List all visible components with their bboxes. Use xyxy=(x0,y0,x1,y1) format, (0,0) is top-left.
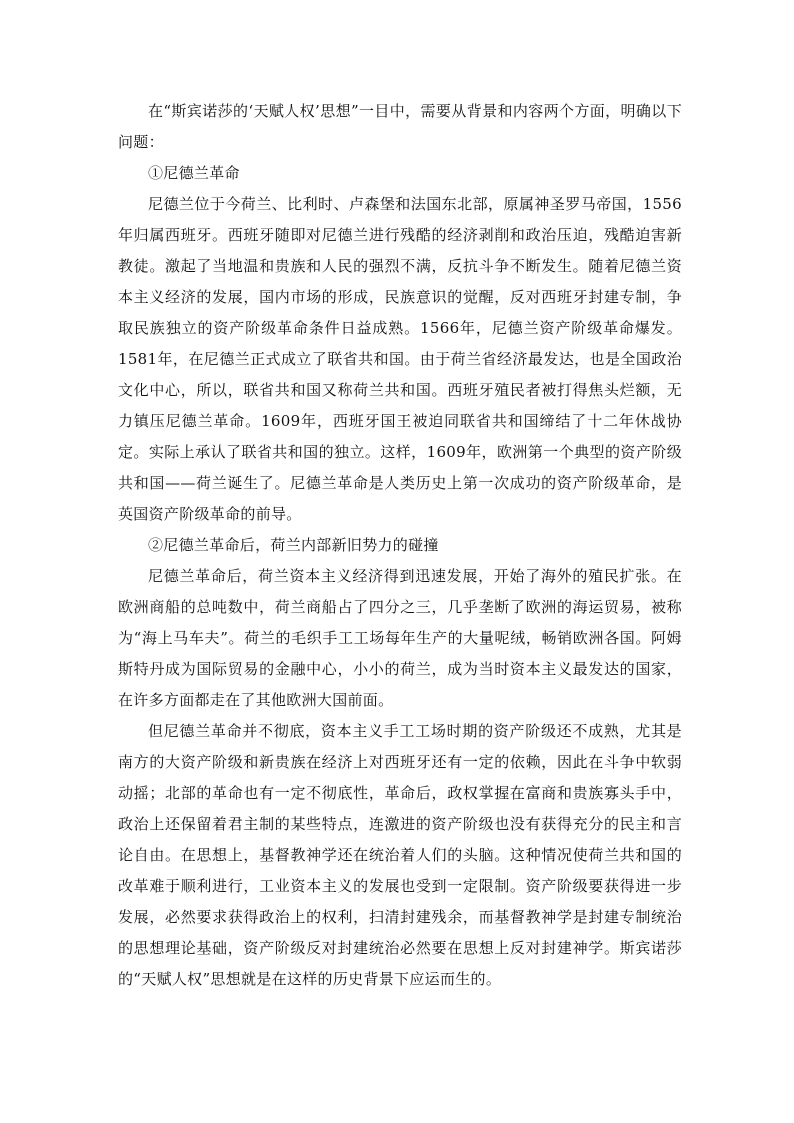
section-heading-old-new-forces: ②尼德兰革命后，荷兰内部新旧势力的碰撞 xyxy=(148,536,439,554)
document-page xyxy=(118,96,682,995)
dutch-economy-paragraph: 尼德兰革命后，荷兰资本主义经济得到迅速发展，开始了海外的殖民扩张。在欧洲商船的总吨数中，荷兰商船占了四分之三，几乎垄断了欧洲的海运贸易，被称为“海上马车夫”。荷兰的毛织手工工场每年生产的大量呢绒，畅销欧洲各国。阿姆斯特丹成为国际贸易的金融中心，小小的荷兰，成为当时资本主义最发达的国家，在许多方面都走在了其他欧洲大国前面。 xyxy=(118,567,682,709)
section-heading-netherlands-revolution: ①尼德兰革命 xyxy=(148,164,240,182)
incomplete-revolution-paragraph: 但尼德兰革命并不彻底，资本主义手工工场时期的资产阶级还不成熟，尤其是南方的大资产阶级和新贵族在经济上对西班牙还有一定的依赖，因此在斗争中软弱动摇；北部的革命也有一定不彻底性，革命后，政权掌握在富商和贵族寡头手中，政治上还保留着君主制的某些特点，连激进的资产阶级也没有获得充分的民主和言论自由。在思想上，基督教神学还在统治着人们的头脑。这种情况使荷兰共和国的改革难于顺利进行，工业资本主义的发展也受到一定限制。资产阶级要获得进一步发展，必然要求获得政治上的权利，扫清封建残余，而基督教神学是封建专制统治的思想理论基础，资产阶级反对封建统治必然要在思想上反对封建神学。斯宾诺莎的“天赋人权”思想就是在这样的历史背景下应运而生的。 xyxy=(118,722,682,988)
intro-paragraph: 在“斯宾诺莎的‘天赋人权’思想”一目中，需要从背景和内容两个方面，明确以下问题： xyxy=(118,102,682,151)
netherlands-revolution-paragraph: 尼德兰位于今荷兰、比利时、卢森堡和法国东北部，原属神圣罗马帝国，1556年归属西班牙。西班牙随即对尼德兰进行残酷的经济剥削和政治压迫，残酷迫害新教徒。激起了当地温和贵族和人民的强烈不满，反抗斗争不断发生。随着尼德兰资本主义经济的发展，国内市场的形成，民族意识的觉醒，反对西班牙封建专制，争取民族独立的资产阶级革命条件日益成熟。1566年，尼德兰资产阶级革命爆发。1581年，在尼德兰正式成立了联省共和国。由于荷兰省经济最发达，也是全国政治文化中心，所以，联省共和国又称荷兰共和国。西班牙殖民者被打得焦头烂额，无力镇压尼德兰革命。1609年，西班牙国王被迫同联省共和国缔结了十二年休战协定。实际上承认了联省共和国的独立。这样，1609年，欧洲第一个典型的资产阶级共和国——荷兰诞生了。尼德兰革命是人类历史上第一次成功的资产阶级革命，是英国资产阶级革命的前导。 xyxy=(118,195,682,523)
